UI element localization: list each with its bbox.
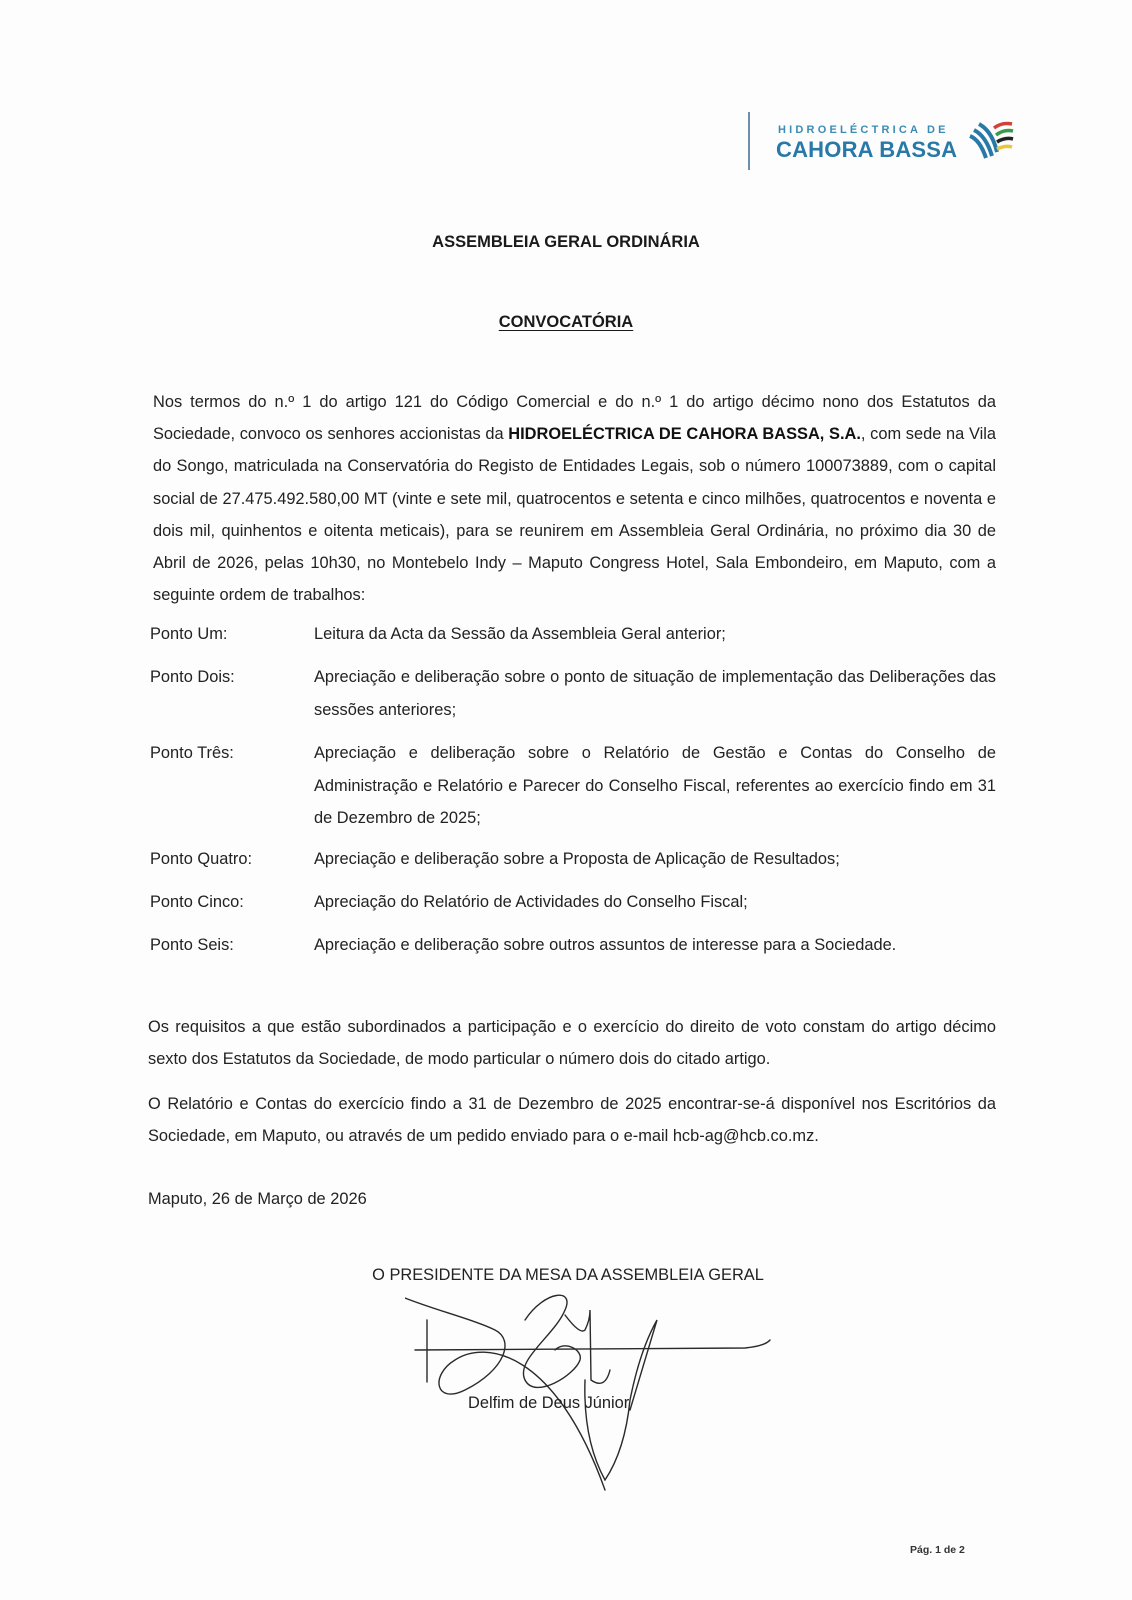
company-logo bbox=[748, 112, 1018, 172]
agenda-item bbox=[150, 737, 996, 843]
agenda-item-text: Apreciação do Relatório de Actividades do Conselho Fiscal; bbox=[314, 893, 748, 911]
company-name: HIDROELÉCTRICA DE CAHORA BASSA, S.A. bbox=[508, 425, 861, 444]
agenda-item bbox=[150, 618, 996, 661]
agenda-item bbox=[150, 661, 996, 737]
logo-text-top: HIDROELÉCTRICA DE bbox=[778, 124, 949, 136]
document-heading: ASSEMBLEIA GERAL ORDINÁRIA bbox=[432, 233, 700, 251]
logo-divider bbox=[748, 112, 750, 170]
agenda-item-text: Apreciação e deliberação sobre a Proposta de Aplicação de Resultados; bbox=[314, 850, 840, 868]
agenda-item-text: Leitura da Acta da Sessão da Assembleia Geral anterior; bbox=[314, 625, 726, 643]
document-subheading: CONVOCATÓRIA bbox=[498, 313, 634, 331]
agenda-list bbox=[150, 618, 996, 969]
agenda-item-label: Ponto Cinco: bbox=[150, 893, 244, 911]
logo-text-main: CAHORA BASSA bbox=[776, 137, 958, 162]
intro-text-start: Nos termos do n.º 1 do artigo 121 do Código Comercial e do n.º 1 do artigo décimo nono dos Estatutos da Sociedade, convoco os senhores accionistas da bbox=[153, 393, 996, 444]
signatory-name: Delfim de Deus Júnior bbox=[468, 1394, 630, 1412]
availability-paragraph: O Relatório e Contas do exercício findo a 31 de Dezembro de 2025 encontrar-se-á disponível nos Escritórios da Sociedade, em Maputo, ou através de um pedido enviado para o e-mail hcb-ag@hcb.co.mz. bbox=[148, 1095, 996, 1146]
intro-text-end: , com sede na Vila do Songo, matriculada na Conservatória do Registo de Entidades Legais, sob o número 100073889, com o capital social de 27.475.492.580,00 MT (vinte e sete mil, quatrocentos e setenta e cinco milhões, quatrocentos e noventa e dois mil, quinhentos e oitenta meticais), para se reunirem em Assembleia Geral Ordinária, no próximo dia 30 de Abril de 2026, pelas 10h30, no Montebelo Indy – Maputo Congress Hotel, Sala Embondeiro, em Maputo, com a seguinte ordem de trabalhos: bbox=[153, 425, 996, 605]
intro-paragraph bbox=[153, 386, 996, 611]
page-number: Pág. 1 de 2 bbox=[910, 1544, 965, 1556]
requirements-paragraph: Os requisitos a que estão subordinados a participação e o exercício do direito de voto constam do artigo décimo sexto dos Estatutos da Sociedade, de modo particular o número dois do citado artigo. bbox=[148, 1018, 996, 1069]
agenda-item-label: Ponto Três: bbox=[150, 744, 234, 762]
agenda-item bbox=[150, 929, 996, 969]
agenda-item-label: Ponto Dois: bbox=[150, 668, 235, 686]
agenda-item-label: Ponto Um: bbox=[150, 625, 228, 643]
agenda-item-text: Apreciação e deliberação sobre o ponto de situação de implementação das Deliberações das sessões anteriores; bbox=[314, 668, 996, 719]
place-date: Maputo, 26 de Março de 2026 bbox=[148, 1190, 367, 1208]
agenda-item bbox=[150, 886, 996, 929]
signatory-title: O PRESIDENTE DA MESA DA ASSEMBLEIA GERAL bbox=[372, 1266, 764, 1284]
agenda-item-label: Ponto Quatro: bbox=[150, 850, 253, 868]
agenda-item-text: Apreciação e deliberação sobre outros assuntos de interesse para a Sociedade. bbox=[314, 936, 897, 954]
cahora-bassa-waves-icon bbox=[966, 118, 1016, 168]
agenda-item bbox=[150, 843, 996, 886]
agenda-item-label: Ponto Seis: bbox=[150, 936, 234, 954]
agenda-item-text: Apreciação e deliberação sobre o Relatório de Gestão e Contas do Conselho de Administração e Relatório e Parecer do Conselho Fiscal, referentes ao exercício findo em 31 de Dezembro de 2025; bbox=[314, 744, 996, 827]
